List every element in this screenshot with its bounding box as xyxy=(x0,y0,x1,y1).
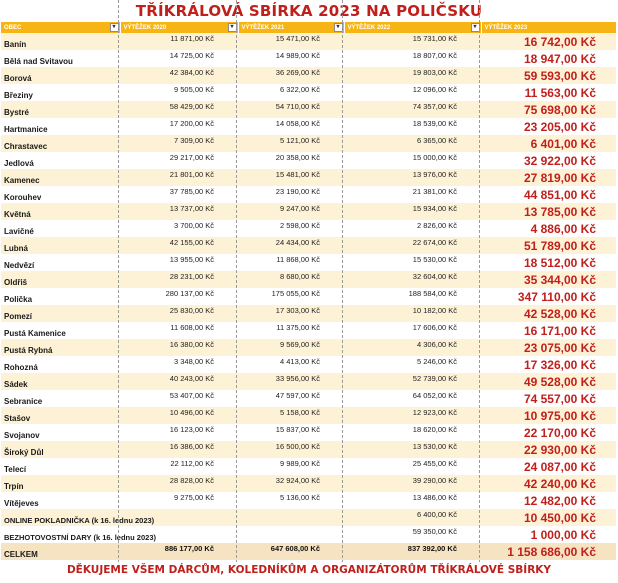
value-2023-cell[interactable]: 17 326,00 Kč xyxy=(481,356,616,373)
value-2022-cell[interactable]: 2 826,00 Kč xyxy=(344,220,481,237)
special-row[interactable] xyxy=(1,509,616,526)
value-2022-cell[interactable]: 18 620,00 Kč xyxy=(344,424,481,441)
column-divider xyxy=(342,0,343,583)
obec-cell[interactable]: Nedvězí xyxy=(1,254,120,271)
value-2021-cell[interactable]: 5 136,00 Kč xyxy=(238,492,344,509)
column-header-label: OBEC xyxy=(4,24,22,31)
thank-you-footer: DĚKUJEME VŠEM DÁRCŮM, KOLEDNÍKŮM A ORGANIZÁTORŮM TŘÍKRÁLOVÉ SBÍRKY xyxy=(0,562,618,583)
value-2022-cell[interactable]: 15 731,00 Kč xyxy=(344,33,481,50)
value-2020-cell[interactable]: 3 348,00 Kč xyxy=(120,356,238,373)
table-row[interactable] xyxy=(1,186,616,203)
value-2022-cell[interactable]: 5 246,00 Kč xyxy=(344,356,481,373)
table-row[interactable] xyxy=(1,50,616,67)
value-2020-cell[interactable]: 22 112,00 Kč xyxy=(120,458,238,475)
value-2023-cell[interactable]: 1 000,00 Kč xyxy=(481,526,616,543)
value-2023-cell[interactable]: 23 075,00 Kč xyxy=(481,339,616,356)
value-2021-cell[interactable]: 14 989,00 Kč xyxy=(238,50,344,67)
table-row[interactable] xyxy=(1,288,616,305)
header-row xyxy=(1,22,616,33)
obec-cell[interactable]: Bystré xyxy=(1,101,120,118)
value-2020-cell[interactable]: 28 231,00 Kč xyxy=(120,271,238,288)
table-row[interactable] xyxy=(1,220,616,237)
table-body xyxy=(1,33,616,560)
table-row[interactable] xyxy=(1,118,616,135)
column-divider xyxy=(479,0,480,583)
value-2023-cell[interactable]: 51 789,00 Kč xyxy=(481,237,616,254)
total-row[interactable] xyxy=(1,543,616,560)
value-2023-cell[interactable]: 347 110,00 Kč xyxy=(481,288,616,305)
table-row[interactable] xyxy=(1,101,616,118)
table-row[interactable] xyxy=(1,475,616,492)
value-2021-cell[interactable]: 24 434,00 Kč xyxy=(238,237,344,254)
value-2020-cell[interactable]: 40 243,00 Kč xyxy=(120,373,238,390)
value-2020-cell[interactable]: 11 871,00 Kč xyxy=(120,33,238,50)
value-2022-cell[interactable]: 17 606,00 Kč xyxy=(344,322,481,339)
value-2020-cell[interactable]: 3 700,00 Kč xyxy=(120,220,238,237)
value-2023-cell[interactable]: 11 563,00 Kč xyxy=(481,84,616,101)
value-2021-cell[interactable]: 16 500,00 Kč xyxy=(238,441,344,458)
value-2023-cell[interactable]: 23 205,00 Kč xyxy=(481,118,616,135)
table-row[interactable] xyxy=(1,390,616,407)
value-2023-cell[interactable]: 16 171,00 Kč xyxy=(481,322,616,339)
filter-dropdown-icon[interactable]: ▾ xyxy=(110,23,119,32)
value-2022-cell[interactable]: 10 182,00 Kč xyxy=(344,305,481,322)
value-2021-cell[interactable]: 2 598,00 Kč xyxy=(238,220,344,237)
obec-cell[interactable]: Kamenec xyxy=(1,169,120,186)
value-2020-cell[interactable]: 53 407,00 Kč xyxy=(120,390,238,407)
table-row[interactable] xyxy=(1,67,616,84)
value-2022-cell[interactable]: 12 096,00 Kč xyxy=(344,84,481,101)
table-row[interactable] xyxy=(1,152,616,169)
value-2022-cell[interactable]: 64 052,00 Kč xyxy=(344,390,481,407)
value-2020-cell[interactable]: 9 505,00 Kč xyxy=(120,84,238,101)
value-2023-cell[interactable]: 74 557,00 Kč xyxy=(481,390,616,407)
value-2022-cell[interactable]: 25 455,00 Kč xyxy=(344,458,481,475)
value-2020-cell[interactable]: 25 830,00 Kč xyxy=(120,305,238,322)
obec-cell[interactable]: Pustá Kamenice xyxy=(1,322,120,339)
value-2021-cell[interactable]: 6 322,00 Kč xyxy=(238,84,344,101)
total-label-cell[interactable]: CELKEM xyxy=(1,543,120,560)
obec-cell[interactable]: Korouhev xyxy=(1,186,120,203)
value-2022-cell[interactable]: 15 934,00 Kč xyxy=(344,203,481,220)
filter-dropdown-icon[interactable]: ▾ xyxy=(228,23,237,32)
table-row[interactable] xyxy=(1,441,616,458)
value-2020-cell[interactable]: 13 955,00 Kč xyxy=(120,254,238,271)
value-2023-cell[interactable]: 59 593,00 Kč xyxy=(481,67,616,84)
value-2023-cell[interactable]: 18 947,00 Kč xyxy=(481,50,616,67)
obec-cell[interactable]: Bělá nad Svitavou xyxy=(1,50,120,67)
obec-cell[interactable]: Borová xyxy=(1,67,120,84)
value-2021-cell[interactable]: 5 158,00 Kč xyxy=(238,407,344,424)
value-2021-cell[interactable]: 15 471,00 Kč xyxy=(238,33,344,50)
value-2022-cell[interactable]: 18 539,00 Kč xyxy=(344,118,481,135)
obec-cell[interactable]: Svojanov xyxy=(1,424,120,441)
obec-cell[interactable]: Banín xyxy=(1,33,120,50)
filter-dropdown-icon[interactable]: ▾ xyxy=(334,23,343,32)
column-header-2022[interactable] xyxy=(344,22,481,33)
column-header-2020[interactable] xyxy=(120,22,238,33)
obec-cell[interactable]: Vítějeves xyxy=(1,492,120,509)
value-2022-cell[interactable]: 6 365,00 Kč xyxy=(344,135,481,152)
value-2021-cell[interactable]: 47 597,00 Kč xyxy=(238,390,344,407)
special-row[interactable] xyxy=(1,526,616,543)
obec-cell[interactable]: Polička xyxy=(1,288,120,305)
value-2020-cell[interactable]: 13 737,00 Kč xyxy=(120,203,238,220)
value-2020-cell[interactable]: 28 828,00 Kč xyxy=(120,475,238,492)
value-2023-cell[interactable]: 42 528,00 Kč xyxy=(481,305,616,322)
value-2021-cell[interactable]: 11 868,00 Kč xyxy=(238,254,344,271)
value-2022-cell[interactable]: 19 803,00 Kč xyxy=(344,67,481,84)
table-row[interactable] xyxy=(1,492,616,509)
value-2021-cell[interactable]: 15 837,00 Kč xyxy=(238,424,344,441)
value-2021-cell[interactable]: 54 710,00 Kč xyxy=(238,101,344,118)
table-row[interactable] xyxy=(1,373,616,390)
obec-cell[interactable]: Oldřiš xyxy=(1,271,120,288)
table-row[interactable] xyxy=(1,339,616,356)
obec-cell[interactable]: Široký Důl xyxy=(1,441,120,458)
value-2023-cell[interactable]: 18 512,00 Kč xyxy=(481,254,616,271)
value-2021-cell[interactable]: 17 303,00 Kč xyxy=(238,305,344,322)
value-2021-cell[interactable]: 15 481,00 Kč xyxy=(238,169,344,186)
value-2021-cell[interactable]: 4 413,00 Kč xyxy=(238,356,344,373)
value-2023-cell[interactable]: 22 930,00 Kč xyxy=(481,441,616,458)
value-2023-cell[interactable]: 4 886,00 Kč xyxy=(481,220,616,237)
value-2022-cell[interactable]: 32 604,00 Kč xyxy=(344,271,481,288)
special-label-cell[interactable]: ONLINE POKLADNIČKA (k 16. lednu 2023) xyxy=(1,509,344,526)
value-2020-cell[interactable]: 7 309,00 Kč xyxy=(120,135,238,152)
special-label-cell[interactable]: BEZHOTOVOSTNÍ DARY (k 16. lednu 2023) xyxy=(1,526,344,543)
table-row[interactable] xyxy=(1,237,616,254)
value-2020-cell[interactable]: 16 123,00 Kč xyxy=(120,424,238,441)
obec-cell[interactable]: Hartmanice xyxy=(1,118,120,135)
total-2022-cell[interactable]: 837 392,00 Kč xyxy=(344,543,481,560)
value-2023-cell[interactable]: 6 401,00 Kč xyxy=(481,135,616,152)
value-2021-cell[interactable]: 9 989,00 Kč xyxy=(238,458,344,475)
value-2022-cell[interactable]: 18 807,00 Kč xyxy=(344,50,481,67)
value-2023-cell[interactable]: 10 975,00 Kč xyxy=(481,407,616,424)
value-2022-cell[interactable]: 13 530,00 Kč xyxy=(344,441,481,458)
table-row[interactable] xyxy=(1,322,616,339)
total-2023-cell[interactable]: 1 158 686,00 Kč xyxy=(481,543,616,560)
value-2020-cell[interactable]: 37 785,00 Kč xyxy=(120,186,238,203)
column-header-label: VÝTĚŽEK 2020 xyxy=(123,24,167,31)
value-2022-cell[interactable]: 188 584,00 Kč xyxy=(344,288,481,305)
value-2021-cell[interactable]: 20 358,00 Kč xyxy=(238,152,344,169)
value-2020-cell[interactable]: 9 275,00 Kč xyxy=(120,492,238,509)
column-divider xyxy=(236,0,237,583)
value-2022-cell[interactable]: 15 530,00 Kč xyxy=(344,254,481,271)
obec-cell[interactable]: Lavičné xyxy=(1,220,120,237)
value-2021-cell[interactable]: 8 680,00 Kč xyxy=(238,271,344,288)
table-row[interactable] xyxy=(1,356,616,373)
table-row[interactable] xyxy=(1,84,616,101)
value-2020-cell[interactable]: 17 200,00 Kč xyxy=(120,118,238,135)
column-header-2023[interactable] xyxy=(481,22,616,33)
value-2020-cell[interactable]: 16 386,00 Kč xyxy=(120,441,238,458)
obec-cell[interactable]: Jedlová xyxy=(1,152,120,169)
value-2022-cell[interactable]: 12 923,00 Kč xyxy=(344,407,481,424)
value-2020-cell[interactable]: 29 217,00 Kč xyxy=(120,152,238,169)
obec-cell[interactable]: Pustá Rybná xyxy=(1,339,120,356)
column-header-2021[interactable] xyxy=(238,22,344,33)
table-row[interactable] xyxy=(1,169,616,186)
value-2022-cell[interactable]: 74 357,00 Kč xyxy=(344,101,481,118)
value-2020-cell[interactable]: 10 496,00 Kč xyxy=(120,407,238,424)
value-2022-cell[interactable]: 6 400,00 Kč xyxy=(344,509,481,526)
value-2021-cell[interactable]: 14 058,00 Kč xyxy=(238,118,344,135)
obec-cell[interactable]: Rohozná xyxy=(1,356,120,373)
value-2021-cell[interactable]: 9 247,00 Kč xyxy=(238,203,344,220)
value-2023-cell[interactable]: 16 742,00 Kč xyxy=(481,33,616,50)
value-2020-cell[interactable]: 58 429,00 Kč xyxy=(120,101,238,118)
value-2023-cell[interactable]: 13 785,00 Kč xyxy=(481,203,616,220)
value-2023-cell[interactable]: 75 698,00 Kč xyxy=(481,101,616,118)
table-row[interactable] xyxy=(1,203,616,220)
table-row[interactable] xyxy=(1,271,616,288)
obec-cell[interactable]: Stašov xyxy=(1,407,120,424)
value-2020-cell[interactable]: 42 155,00 Kč xyxy=(120,237,238,254)
total-2021-cell[interactable]: 647 608,00 Kč xyxy=(238,543,344,560)
value-2023-cell[interactable]: 44 851,00 Kč xyxy=(481,186,616,203)
value-2020-cell[interactable]: 280 137,00 Kč xyxy=(120,288,238,305)
value-2023-cell[interactable]: 35 344,00 Kč xyxy=(481,271,616,288)
value-2022-cell[interactable]: 52 739,00 Kč xyxy=(344,373,481,390)
value-2023-cell[interactable]: 24 087,00 Kč xyxy=(481,458,616,475)
column-header-label: VÝTĚŽEK 2021 xyxy=(241,24,285,31)
value-2021-cell[interactable]: 175 055,00 Kč xyxy=(238,288,344,305)
obec-cell[interactable]: Sebranice xyxy=(1,390,120,407)
value-2023-cell[interactable]: 22 170,00 Kč xyxy=(481,424,616,441)
table-row[interactable] xyxy=(1,458,616,475)
value-2023-cell[interactable]: 42 240,00 Kč xyxy=(481,475,616,492)
value-2020-cell[interactable]: 16 380,00 Kč xyxy=(120,339,238,356)
value-2022-cell[interactable]: 15 000,00 Kč xyxy=(344,152,481,169)
value-2023-cell[interactable]: 27 819,00 Kč xyxy=(481,169,616,186)
table-row[interactable] xyxy=(1,424,616,441)
value-2022-cell[interactable]: 13 486,00 Kč xyxy=(344,492,481,509)
value-2020-cell[interactable]: 11 608,00 Kč xyxy=(120,322,238,339)
obec-cell[interactable]: Květná xyxy=(1,203,120,220)
value-2022-cell[interactable]: 39 290,00 Kč xyxy=(344,475,481,492)
value-2021-cell[interactable]: 23 190,00 Kč xyxy=(238,186,344,203)
table-row[interactable] xyxy=(1,135,616,152)
value-2021-cell[interactable]: 36 269,00 Kč xyxy=(238,67,344,84)
value-2022-cell[interactable]: 4 306,00 Kč xyxy=(344,339,481,356)
obec-cell[interactable]: Trpín xyxy=(1,475,120,492)
obec-cell[interactable]: Lubná xyxy=(1,237,120,254)
table-row[interactable] xyxy=(1,254,616,271)
value-2021-cell[interactable]: 33 956,00 Kč xyxy=(238,373,344,390)
obec-cell[interactable]: Pomezí xyxy=(1,305,120,322)
sheet-title: TŘÍKRÁLOVÁ SBÍRKA 2023 NA POLIČSKU xyxy=(135,2,483,20)
value-2020-cell[interactable]: 21 801,00 Kč xyxy=(120,169,238,186)
obec-cell[interactable]: Telecí xyxy=(1,458,120,475)
value-2022-cell[interactable]: 59 350,00 Kč xyxy=(344,526,481,543)
table-row[interactable] xyxy=(1,407,616,424)
value-2021-cell[interactable]: 32 924,00 Kč xyxy=(238,475,344,492)
total-2020-cell[interactable]: 886 177,00 Kč xyxy=(120,543,238,560)
table-row[interactable] xyxy=(1,33,616,50)
value-2021-cell[interactable]: 5 121,00 Kč xyxy=(238,135,344,152)
value-2020-cell[interactable]: 14 725,00 Kč xyxy=(120,50,238,67)
value-2020-cell[interactable]: 42 384,00 Kč xyxy=(120,67,238,84)
value-2021-cell[interactable]: 11 375,00 Kč xyxy=(238,322,344,339)
value-2022-cell[interactable]: 21 381,00 Kč xyxy=(344,186,481,203)
obec-cell[interactable]: Březiny xyxy=(1,84,120,101)
obec-cell[interactable]: Sádek xyxy=(1,373,120,390)
column-header-label: VÝTĚŽEK 2022 xyxy=(347,24,391,31)
column-divider xyxy=(118,0,119,583)
value-2022-cell[interactable]: 22 674,00 Kč xyxy=(344,237,481,254)
table-row[interactable] xyxy=(1,305,616,322)
collection-table xyxy=(1,22,617,560)
value-2023-cell[interactable]: 32 922,00 Kč xyxy=(481,152,616,169)
column-header-obec[interactable] xyxy=(1,22,120,33)
value-2023-cell[interactable]: 12 482,00 Kč xyxy=(481,492,616,509)
value-2023-cell[interactable]: 49 528,00 Kč xyxy=(481,373,616,390)
obec-cell[interactable]: Chrastavec xyxy=(1,135,120,152)
column-header-label: VÝTĚŽEK 2023 xyxy=(484,24,528,31)
value-2023-cell[interactable]: 10 450,00 Kč xyxy=(481,509,616,526)
value-2021-cell[interactable]: 9 569,00 Kč xyxy=(238,339,344,356)
value-2022-cell[interactable]: 13 976,00 Kč xyxy=(344,169,481,186)
filter-dropdown-icon[interactable]: ▾ xyxy=(471,23,480,32)
